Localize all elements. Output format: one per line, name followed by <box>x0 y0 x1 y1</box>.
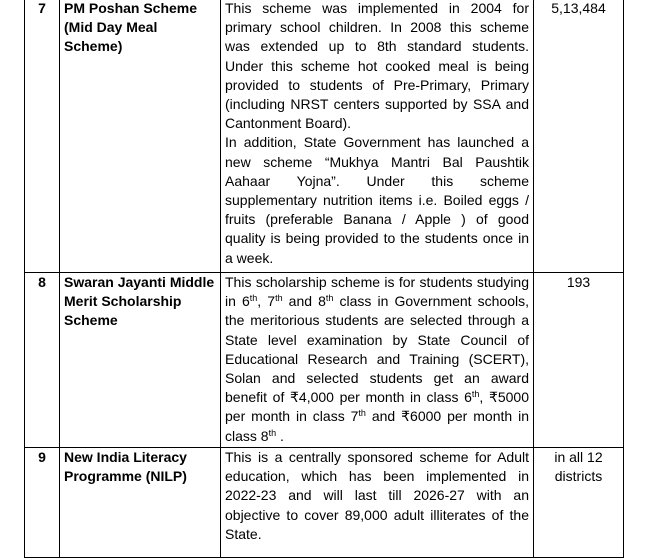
description-paragraph: In addition, State Government has launched a new scheme “Mukhya Mantri Bal Paushtik Aahaar Yojna”. Under this scheme supplementary nutrition items i.e. Boiled eggs / fruits (preferable Banana / Apple ) of good quality is being provided to the students once in a week. <box>225 134 529 266</box>
ordinal-suffix: th <box>471 389 480 400</box>
scheme-description <box>221 0 534 273</box>
description-text: class in Government schools, the meritorious students are selected through a State level examination by State Council of Educational Research and Training (SCERT), Solan and selected students get an award benefit of ₹4,000 per month in class 6 <box>225 293 529 406</box>
beneficiaries-value: 193 <box>534 273 624 448</box>
ordinal-suffix: th <box>268 427 277 438</box>
scheme-name: New India Literacy Programme (NILP) <box>60 448 221 558</box>
beneficiaries-value: 5,13,484 <box>534 0 624 273</box>
description-paragraph: This is a centrally sponsored scheme for Adult education, which has been implemented in 2022-23 and will last till 2026-27 with an objective to cover 89,000 adult illiterates of the State. <box>225 449 529 542</box>
description-text: . <box>276 427 284 444</box>
table-row <box>25 273 624 448</box>
description-text: and 8 <box>282 293 326 310</box>
ordinal-suffix: th <box>358 408 366 419</box>
serial-number: 9 <box>25 448 60 558</box>
ordinal-suffix: th <box>249 293 258 304</box>
description-paragraph <box>225 273 529 446</box>
ordinal-suffix: th <box>325 293 334 304</box>
scheme-name: PM Poshan Scheme (Mid Day Meal Scheme) <box>60 0 221 273</box>
scheme-description <box>221 273 534 448</box>
schemes-table <box>24 0 624 558</box>
description-text: This scholarship scheme is for students studying in 6 <box>225 274 529 310</box>
description-paragraph: This scheme was implemented in 2004 for primary school children. In 2008 this scheme was extended up to 8th standard students. Under this scheme hot cooked meal is being provided to students of Pre-Primary, Primary (including NRST centers supported by SSA and Cantonment Board). <box>225 0 529 132</box>
beneficiaries-value: in all 12 districts <box>534 448 624 558</box>
table-row <box>25 0 624 273</box>
serial-number: 7 <box>25 0 60 273</box>
table-row <box>25 448 624 558</box>
scheme-description <box>221 448 534 558</box>
serial-number: 8 <box>25 273 60 448</box>
description-text: and ₹6000 per month in class 8 <box>225 408 529 444</box>
description-text: , ₹5000 per month in class 7 <box>225 389 529 425</box>
description-text: , 7 <box>257 293 276 310</box>
ordinal-suffix: th <box>275 293 283 304</box>
scheme-name: Swaran Jayanti Middle Merit Scholarship Scheme <box>60 273 221 448</box>
